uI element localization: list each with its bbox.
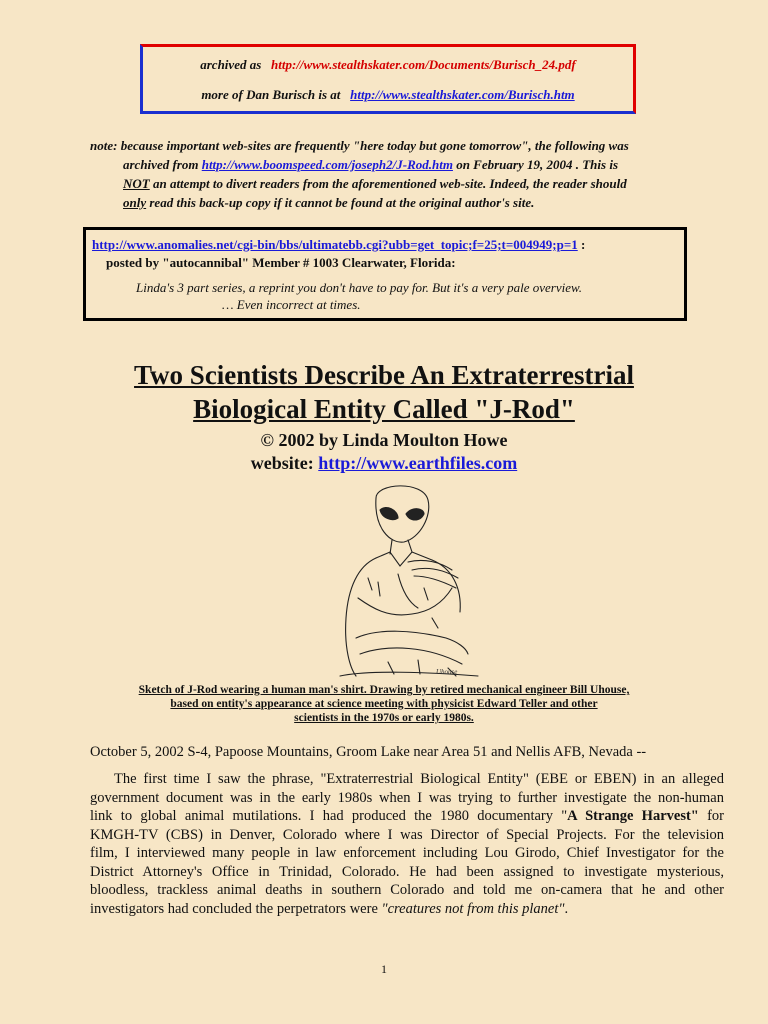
para-line: bloodless, trackless animal deaths in southern Colorado and told me on-camera that he and other xyxy=(90,882,724,898)
article-title-line2: Biological Entity Called "J-Rod" xyxy=(193,394,575,424)
website-label: website: xyxy=(250,453,319,473)
forum-link-suffix: : xyxy=(577,237,586,252)
copyright-line: © 2002 by Linda Moulton Howe xyxy=(260,430,508,450)
forum-summary-line2: … Even incorrect at times. xyxy=(222,297,361,312)
para-line: government document was in the early 1980s when I was trying to further investigate the non-human xyxy=(90,789,724,806)
para-line xyxy=(90,900,724,919)
para-line: District Attorney's Office in Trinidad, Colorado. He had been assigned to investigate mysterious, xyxy=(90,863,724,880)
article-title-line1: Two Scientists Describe An Extraterrestrial xyxy=(134,360,634,390)
archived-url-link[interactable]: http://www.stealthskater.com/Documents/Burisch_24.pdf xyxy=(271,57,576,72)
note-part4: an attempt to divert readers from the aforementioned web-site. Indeed, the reader should xyxy=(149,176,627,191)
note-part3: on February 19, 2004 . This is xyxy=(452,157,619,172)
archive-box xyxy=(140,44,636,114)
sketch-signature: Uhouse xyxy=(436,668,458,676)
archived-as-label: archived as xyxy=(200,57,262,72)
website-line xyxy=(0,453,768,474)
para-text: link to global animal mutilations. I had produced the 1980 documentary " xyxy=(90,808,568,824)
para-text: . xyxy=(564,900,569,917)
note-not-word: NOT xyxy=(123,176,150,191)
forum-quote-box xyxy=(83,227,687,321)
para-line: The first time I saw the phrase, "Extraterrestrial Biological Entity" (EBE or EBEN) in an alleged xyxy=(114,771,724,787)
para-line: film, I interviewed many people in law enforcement including Lou Girodo, Chief Investigator for the xyxy=(90,845,724,861)
sketch-caption-line2: based on entity's appearance at science meeting with physicist Edward Teller and other xyxy=(170,698,598,710)
original-source-link[interactable]: http://www.boomspeed.com/joseph2/J-Rod.htm xyxy=(201,157,453,172)
more-burisch-line xyxy=(143,87,633,103)
page-number: 1 xyxy=(381,962,387,976)
note-part2: archived from xyxy=(123,157,202,172)
forum-link-line xyxy=(92,237,585,253)
documentary-title: A Strange Harvest" xyxy=(567,808,699,824)
j-rod-sketch-image xyxy=(328,478,488,678)
para-text: investigators had concluded the perpetrators were xyxy=(90,900,382,917)
website-link[interactable]: http://www.earthfiles.com xyxy=(318,453,518,473)
note-only-word: only xyxy=(123,195,147,210)
quote-text: "creatures not from this planet" xyxy=(381,900,565,917)
note-line3 xyxy=(90,174,724,193)
forum-topic-link[interactable]: http://www.anomalies.net/cgi-bin/bbs/ultimatebb.cgi?ubb=get_topic;f=25;t=004949;p=1 xyxy=(92,237,578,252)
body-paragraph xyxy=(90,770,724,918)
sketch-caption-line3: scientists in the 1970s or early 1980s. xyxy=(294,712,474,724)
more-url-link[interactable]: http://www.stealthskater.com/Burisch.htm xyxy=(350,87,575,102)
sketch-caption-line1: Sketch of J-Rod wearing a human man's shirt. Drawing by retired mechanical engineer Bill Uhouse, xyxy=(138,684,630,696)
note-line4 xyxy=(90,193,724,212)
para-text: for xyxy=(698,808,724,824)
note-part1: note: because important web-sites are frequently "here today but gone tomorrow", the following was xyxy=(90,138,629,153)
para-line: KMGH-TV (CBS) in Denver, Colorado where I was Director of Special Projects. For the television xyxy=(90,826,724,843)
forum-summary-line1: Linda's 3 part series, a reprint you don't have to pay for. But it's a very pale overview. xyxy=(136,280,582,295)
forum-posted-by: posted by "autocannibal" Member # 1003 Clearwater, Florida: xyxy=(106,255,456,270)
more-label: more of Dan Burisch is at xyxy=(201,87,341,102)
dateline: October 5, 2002 S-4, Papoose Mountains, Groom Lake near Area 51 and Nellis AFB, Nevada -- xyxy=(90,744,647,760)
note-part5: read this back-up copy if it cannot be found at the original author's site. xyxy=(146,195,535,210)
para-line xyxy=(90,807,724,826)
archive-note xyxy=(90,136,724,212)
note-line2 xyxy=(90,155,724,174)
archived-as-line xyxy=(143,57,633,73)
